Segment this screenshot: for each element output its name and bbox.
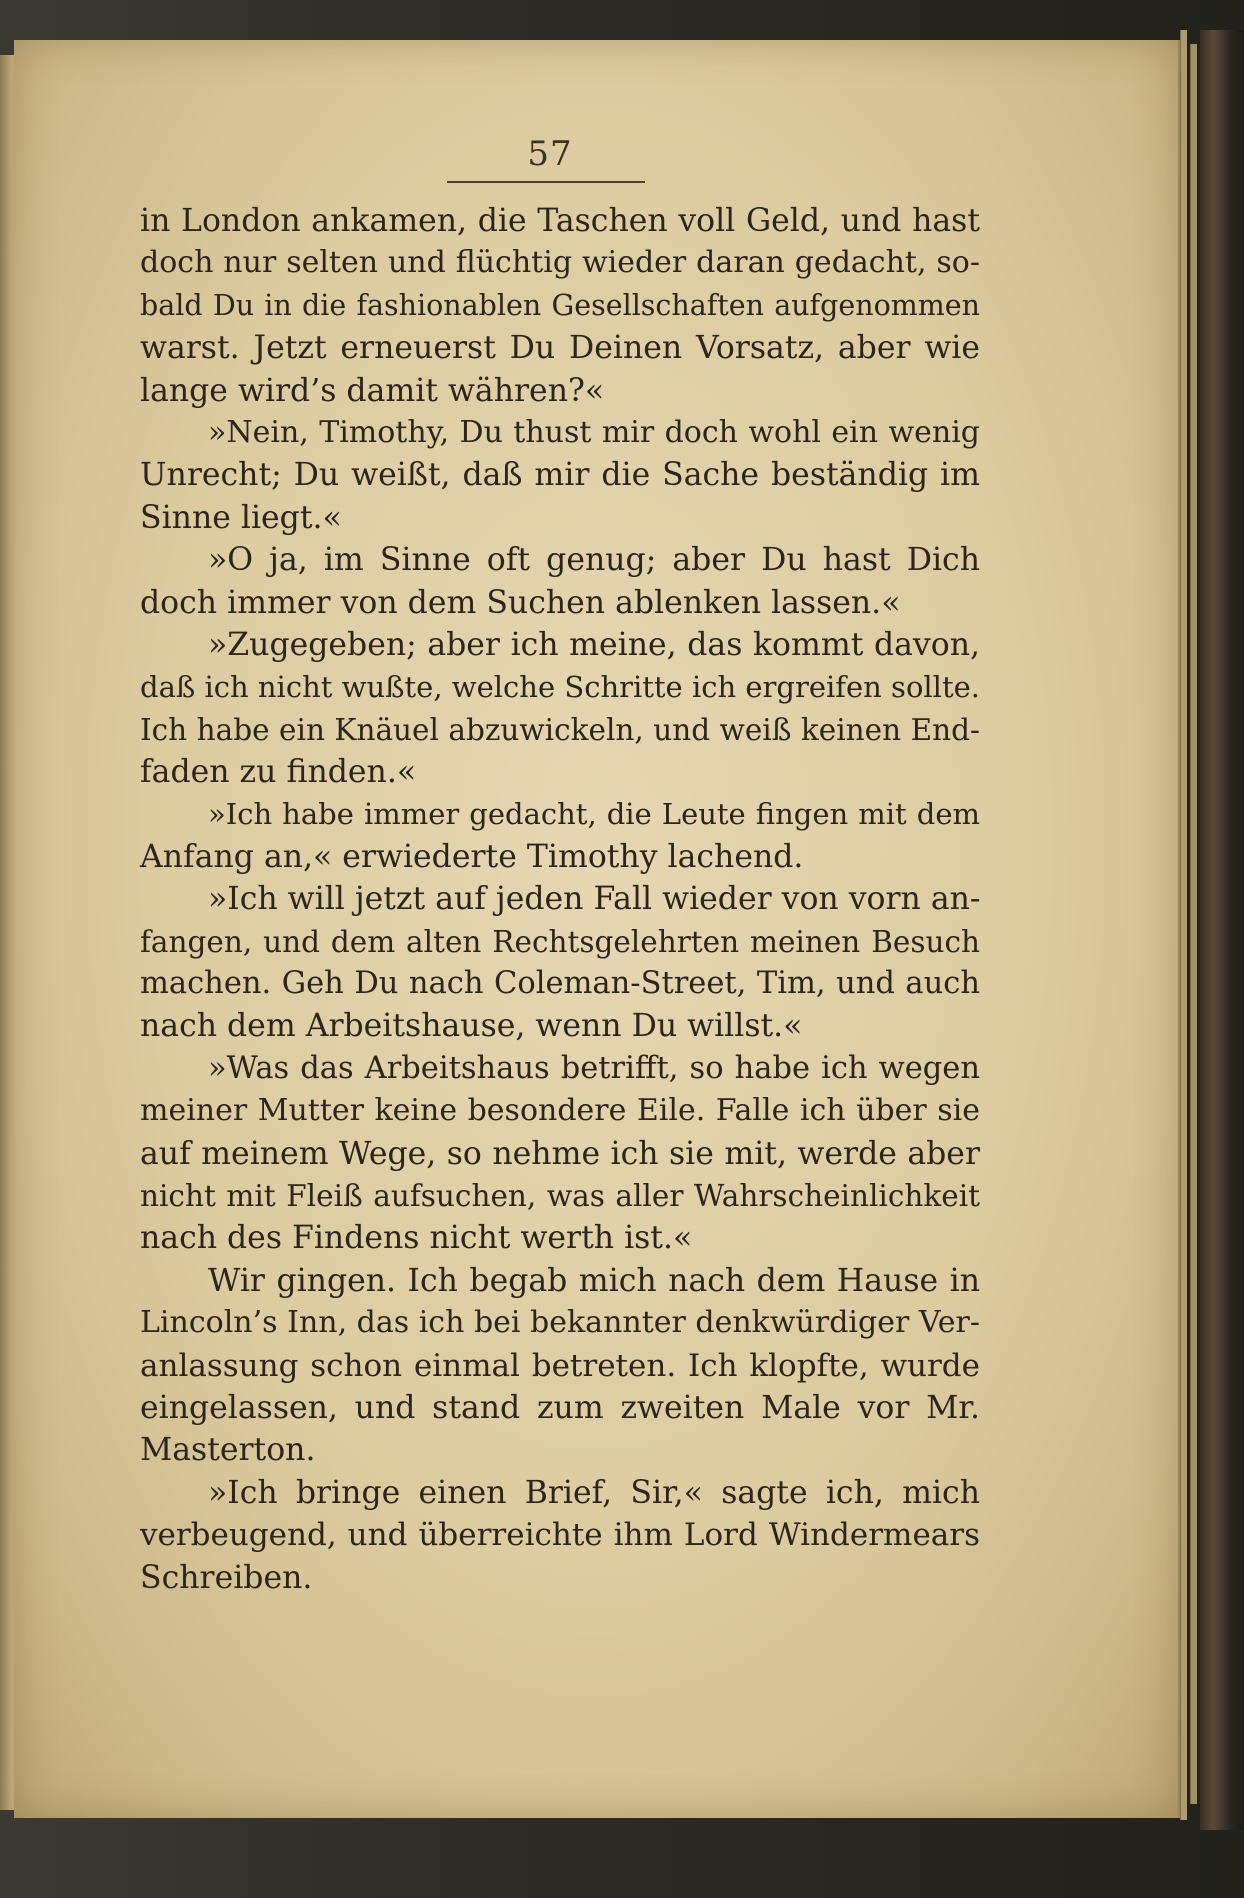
text-line: nach dem Arbeitshause, wenn Du willst.«	[140, 1008, 803, 1045]
text-line: eingelassen, und stand zum zweiten Male vor Mr.	[140, 1389, 980, 1426]
text-line: faden zu finden.«	[140, 754, 417, 791]
header-rule	[447, 181, 645, 183]
text-line: »Nein, Timothy, Du thust mir doch wohl ein wenig	[208, 414, 980, 450]
page-stack-edge	[1180, 30, 1187, 1820]
body-text	[140, 200, 980, 1599]
text-line: bald Du in die fashionablen Gesellschaften aufgenommen	[140, 288, 980, 322]
text-line: anlassung schon einmal betreten. Ich klopfte, wurde	[140, 1347, 980, 1384]
text-line: nach des Findens nicht werth ist.«	[140, 1220, 693, 1257]
text-line: auf meinem Wege, so nehme ich sie mit, werde aber	[140, 1135, 980, 1172]
text-line: »Was das Arbeitshaus betrifft, so habe ich wegen	[208, 1050, 980, 1086]
text-line: lange wird’s damit währen?«	[140, 372, 605, 409]
text-line: doch nur selten und flüchtig wieder daran gedacht, so-	[140, 245, 980, 281]
text-line: Sinne liegt.«	[140, 499, 342, 536]
text-line: Schreiben.	[140, 1559, 313, 1596]
book-cover-edge	[1200, 30, 1244, 1830]
text-line: Ich habe ein Knäuel abzuwickeln, und weiß keinen End-	[140, 712, 980, 747]
text-line: Lincoln’s Inn, das ich bei bekannter denkwürdiger Ver-	[140, 1305, 980, 1341]
text-line: »Ich habe immer gedacht, die Leute fingen mit dem	[208, 797, 980, 832]
text-line: fangen, und dem alten Rechtsgelehrten meinen Besuch	[140, 924, 980, 959]
text-line: nicht mit Fleiß aufsuchen, was aller Wahrscheinlichkeit	[140, 1178, 980, 1213]
page-stack-edge	[1190, 44, 1197, 1804]
text-line: daß ich nicht wußte, welche Schritte ich ergreifen sollte.	[140, 670, 980, 705]
text-line: Masterton.	[140, 1432, 316, 1469]
text-line: doch immer von dem Suchen ablenken lassen.«	[140, 584, 901, 621]
text-line: machen. Geh Du nach Coleman-Street, Tim, und auch	[140, 966, 980, 1002]
text-line: warst. Jetzt erneuerst Du Deinen Vorsatz, aber wie	[140, 330, 980, 367]
text-line: Anfang an,« erwiederte Timothy lachend.	[140, 838, 804, 875]
text-line: verbeugend, und überreichte ihm Lord Windermears	[140, 1517, 980, 1554]
text-line: Wir gingen. Ich begab mich nach dem Hause in	[208, 1262, 980, 1299]
page-number: 57	[527, 134, 573, 174]
text-line: »O ja, im Sinne oft genug; aber Du hast Dich	[208, 542, 980, 579]
text-line: meiner Mutter keine besondere Eile. Falle ich über sie	[140, 1093, 980, 1129]
text-line: »Ich will jetzt auf jeden Fall wieder von vorn an-	[208, 881, 981, 918]
text-line: in London ankamen, die Taschen voll Geld, und hast	[140, 203, 980, 239]
text-line: »Zugegeben; aber ich meine, das kommt davon,	[208, 626, 980, 663]
text-line: »Ich bringe einen Brief, Sir,« sagte ich, mich	[208, 1474, 980, 1511]
text-line: Unrecht; Du weißt, daß mir die Sache beständig im	[140, 457, 980, 494]
